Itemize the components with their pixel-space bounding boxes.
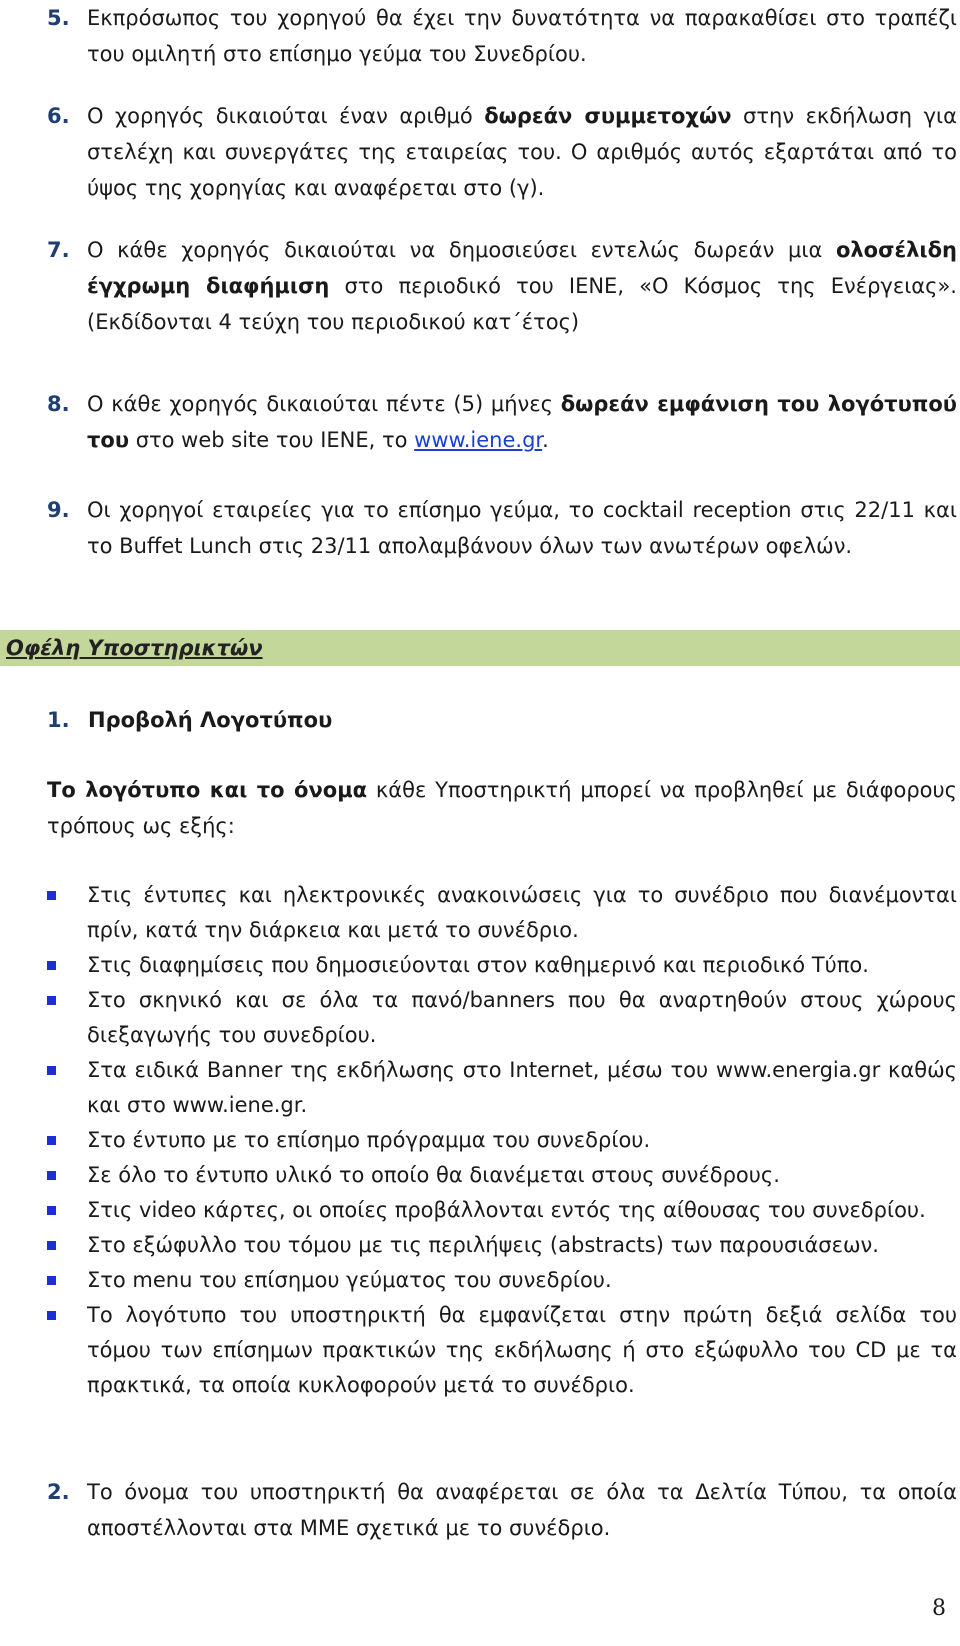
item-text: Ο κάθε χορηγός δικαιούται πέντε (5) μήνες δωρεάν εμφάνιση του λογότυπού του στο web site του ΙΕΝΕ, το www.iene.gr.	[87, 392, 957, 452]
item-number: 9.	[47, 498, 70, 522]
item-text: Οι χορηγοί εταιρείες για το επίσημο γεύμα, το cocktail reception στις 22/11 και το Buffet Lunch στις 23/11 απολαμβάνουν όλων των ανωτέρων οφελών.	[87, 498, 957, 558]
square-bullet-icon	[47, 1171, 56, 1180]
bold-phrase: δωρεάν συμμετοχών	[484, 104, 732, 128]
benefit-2	[47, 1474, 957, 1546]
list-item: Στο εξώφυλλο του τόμου με τις περιλήψεις (abstracts) των παρουσιάσεων.	[47, 1228, 957, 1263]
bullet-list	[47, 878, 957, 1403]
item-number: 5.	[47, 6, 70, 30]
benefit-number: 2.	[47, 1480, 70, 1504]
section-title: Οφέλη Υποστηρικτών	[6, 636, 263, 660]
bold-phrase: Το λογότυπο και το όνομα	[47, 778, 368, 802]
item-number: 8.	[47, 392, 70, 416]
item-text: Εκπρόσωπος του χορηγού θα έχει την δυνατότητα να παρακαθίσει στο τραπέζι του ομιλητή στο επίσημο γεύμα του Συνεδρίου.	[87, 6, 957, 66]
square-bullet-icon	[47, 1311, 56, 1320]
list-item: Το λογότυπο του υποστηρικτή θα εμφανίζεται στην πρώτη δεξιά σελίδα του τόμου των επίσημων πρακτικών της εκδήλωσης ή στο εξώφυλλο του CD με τα πρακτικά, τα οποία κυκλοφορούν μετά το συνέδριο.	[47, 1298, 957, 1403]
square-bullet-icon	[47, 891, 56, 900]
list-item-6	[47, 98, 957, 206]
list-item: Στο σκηνικό και σε όλα τα πανό/banners που θα αναρτηθούν στους χώρους διεξαγωγής του συνεδρίου.	[47, 983, 957, 1053]
square-bullet-icon	[47, 1206, 56, 1215]
item-text: Ο κάθε χορηγός δικαιούται να δημοσιεύσει εντελώς δωρεάν μια ολοσέλιδη έγχρωμη διαφήμιση στο περιοδικό του ΙΕΝΕ, «Ο Κόσμος της Ενέργειας». (Εκδίδονται 4 τεύχη του περιοδικού κατ΄έτος)	[87, 238, 957, 334]
benefit-title: Προβολή Λογοτύπου	[88, 708, 333, 732]
item-text: Ο χορηγός δικαιούται έναν αριθμό δωρεάν συμμετοχών στην εκδήλωση για στελέχη και συνεργάτες της εταιρείας του. Ο αριθμός αυτός εξαρτάται από το ύψος της χορηγίας και αναφέρεται στο (γ).	[87, 104, 957, 200]
square-bullet-icon	[47, 1241, 56, 1250]
list-item-9	[47, 492, 957, 564]
list-item: Σε όλο το έντυπο υλικό το οποίο θα διανέμεται στους συνέδρους.	[47, 1158, 957, 1193]
benefit-text: Το όνομα του υποστηρικτή θα αναφέρεται σε όλα τα Δελτία Τύπου, τα οποία αποστέλλονται στα ΜΜΕ σχετικά με το συνέδριο.	[87, 1480, 957, 1540]
list-item: Στις video κάρτες, οι οποίες προβάλλονται εντός της αίθουσας του συνεδρίου.	[47, 1193, 957, 1228]
list-item: Στα ειδικά Banner της εκδήλωσης στο Internet, μέσω του www.energia.gr καθώς και στο www.iene.gr.	[47, 1053, 957, 1123]
square-bullet-icon	[47, 1066, 56, 1075]
bold-phrase: ολοσέλιδη έγχρωμη διαφήμιση	[87, 238, 957, 298]
iene-website-link[interactable]: www.iene.gr	[414, 428, 543, 452]
item-number: 6.	[47, 104, 70, 128]
benefit-number: 1.	[47, 708, 70, 732]
item-number: 7.	[47, 238, 70, 262]
list-item-5	[47, 0, 957, 72]
list-item: Στις έντυπες και ηλεκτρονικές ανακοινώσεις για το συνέδριο που διανέμονται πρίν, κατά την διάρκεια και μετά το συνέδριο.	[47, 878, 957, 948]
bold-phrase: δωρεάν εμφάνιση του λογότυπού του	[87, 392, 957, 452]
section-header-band	[0, 630, 960, 666]
list-item-8	[47, 386, 957, 458]
intro-paragraph: Το λογότυπο και το όνομα κάθε Υποστηρικτή μπορεί να προβληθεί με διάφορους τρόπους ως εξής:	[47, 778, 957, 838]
list-item: Στο έντυπο με το επίσημο πρόγραμμα του συνεδρίου.	[47, 1123, 957, 1158]
list-item: Στις διαφημίσεις που δημοσιεύονται στον καθημερινό και περιοδικό Τύπο.	[47, 948, 957, 983]
square-bullet-icon	[47, 996, 56, 1005]
page-number: 8	[932, 1596, 946, 1621]
list-item: Στο menu του επίσημου γεύματος του συνεδρίου.	[47, 1263, 957, 1298]
square-bullet-icon	[47, 1276, 56, 1285]
list-item-7	[47, 232, 957, 340]
square-bullet-icon	[47, 961, 56, 970]
square-bullet-icon	[47, 1136, 56, 1145]
